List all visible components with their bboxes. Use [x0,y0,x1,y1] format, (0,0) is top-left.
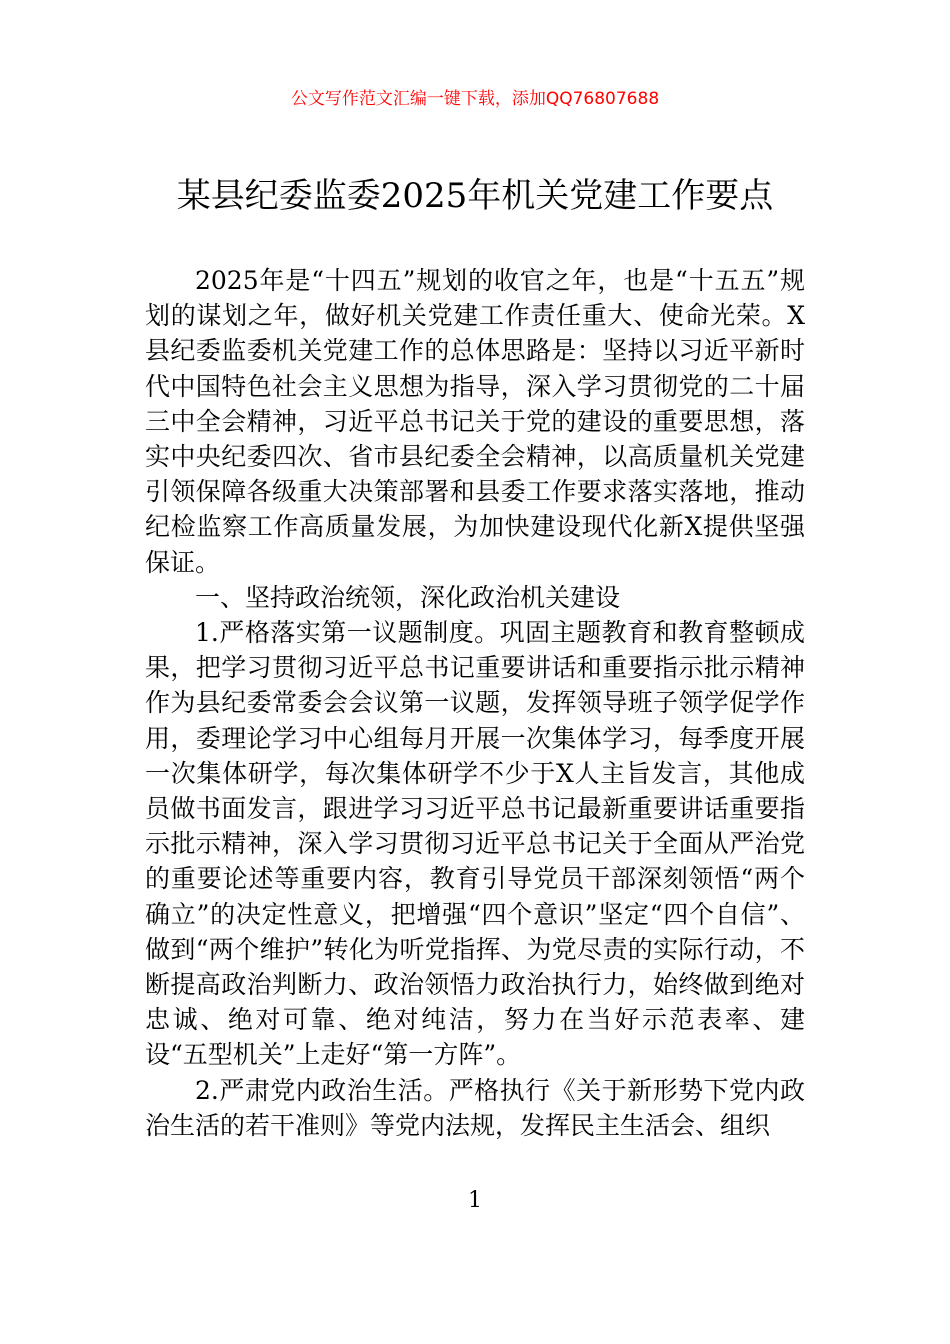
page-number: 1 [468,1188,482,1213]
download-banner: 公文写作范文汇编一键下载，添加QQ76807688 [290,89,660,109]
document-title: 某县纪委监委2025年机关党建工作要点 [176,176,774,216]
item-paragraph-1: 1.严格落实第一议题制度。巩固主题教育和教育整顿成果，把学习贯彻习近平总书记重要讲话和重要指示批示精神作为县纪委常委会会议第一议题，发挥领导班子领学促学作用，委理论学习中心组每月开展一次集体学习，每季度开展一次集体研学，每次集体研学不少于X人主旨发言，其他成员做书面发言，跟进学习习近平总书记最新重要讲话重要指示批示精神，深入学习贯彻习近平总书记关于全面从严治党的重要论述等重要内容，教育引导党员干部深刻领悟“两个确立”的决定性意义，把增强“四个意识”坚定“四个自信”、做到“两个维护”转化为听党指挥、为党尽责的实际行动，不断提高政治判断力、政治领悟力政治执行力，始终做到绝对忠诚、绝对可靠、绝对纯洁，努力在当好示范表率、建设“五型机关”上走好“第一方阵”。 [145,618,805,1070]
document-body [145,263,805,1143]
item-paragraph-2: 2.严肃党内政治生活。严格执行《关于新形势下党内政治生活的若干准则》等党内法规，发挥民主生活会、组织 [145,1075,805,1140]
intro-paragraph: 2025年是“十四五”规划的收官之年，也是“十五五”规划的谋划之年，做好机关党建工作责任重大、使命光荣。X县纪委监委机关党建工作的总体思路是：坚持以习近平新时代中国特色社会主义思想为指导，深入学习贯彻党的二十届三中全会精神，习近平总书记关于党的建设的重要思想，落实中央纪委四次、省市县纪委全会精神，以高质量机关党建引领保障各级重大决策部署和县委工作要求落实落地，推动纪检监察工作高质量发展，为加快建设现代化新X提供坚强保证。 [145,266,805,577]
section-heading-1: 一、坚持政治统领，深化政治机关建设 [195,582,621,612]
